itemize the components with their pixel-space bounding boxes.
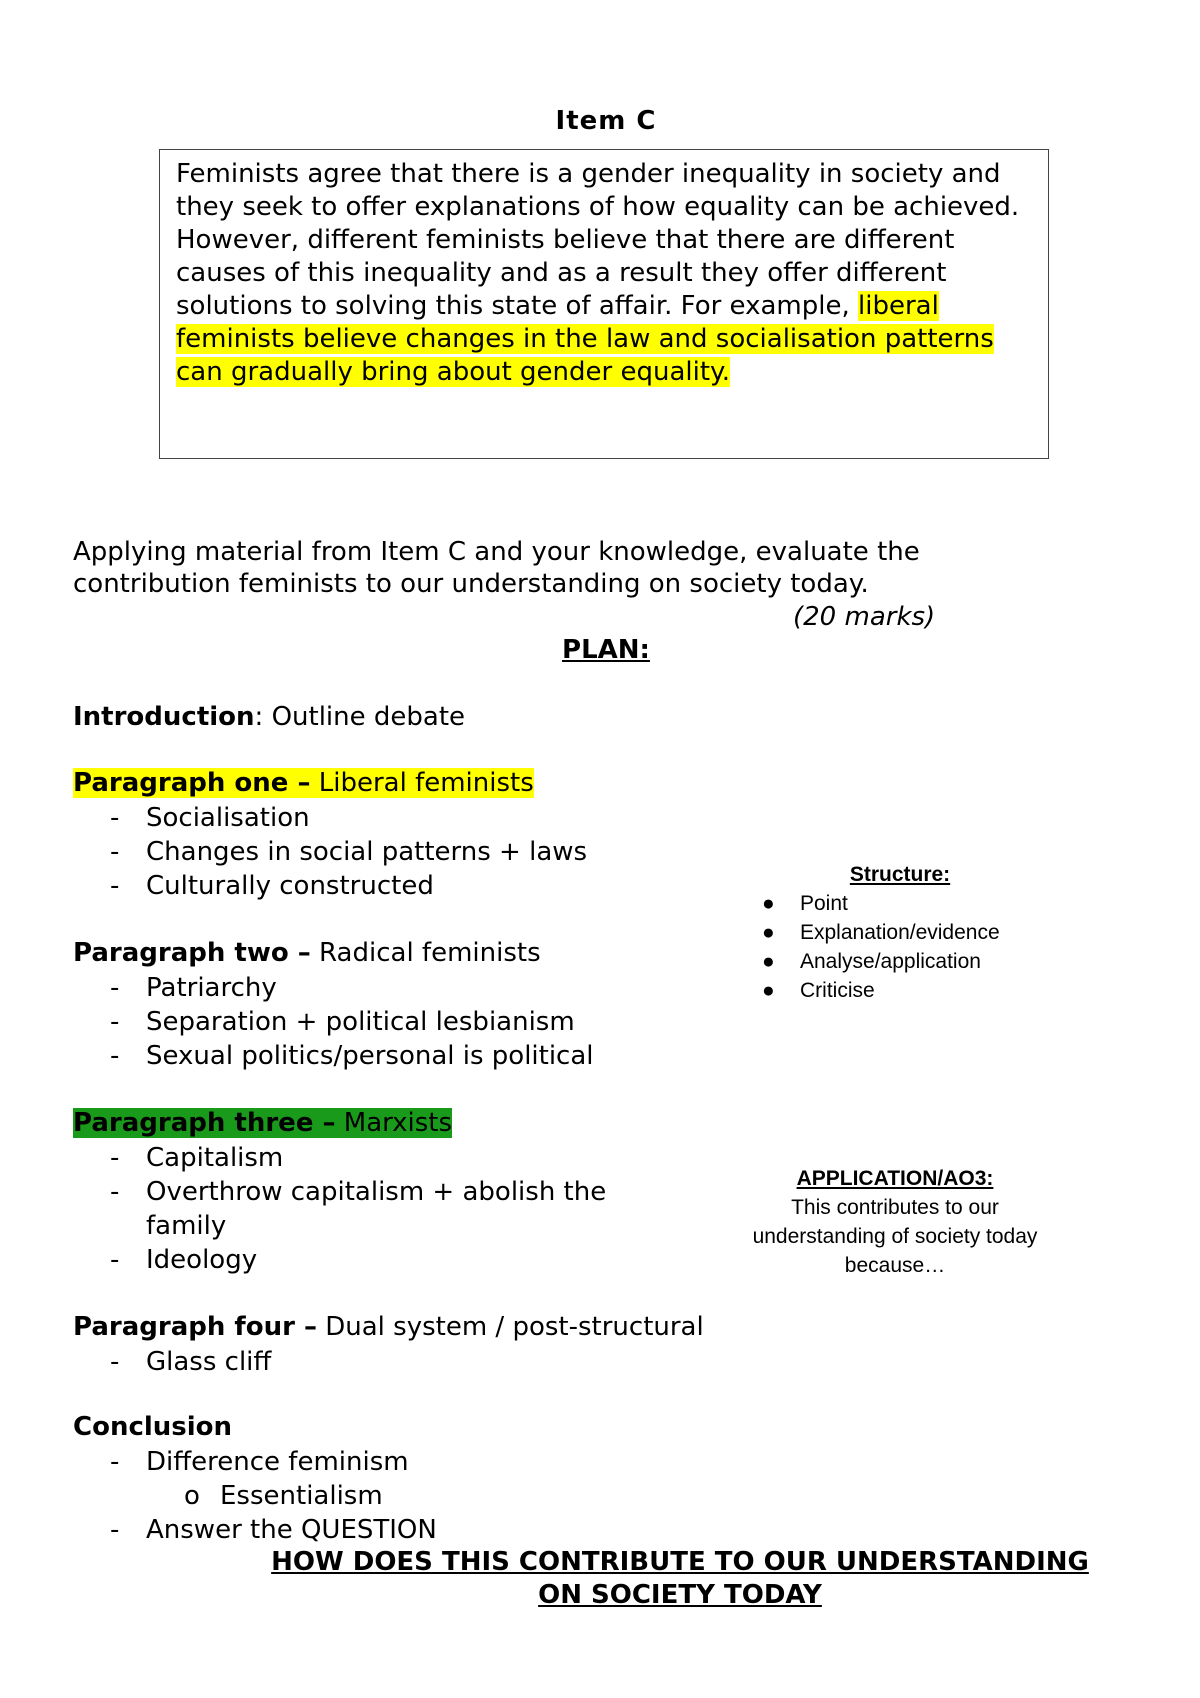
paragraph-four-text: Dual system / post-structural [316,1312,704,1342]
final-question-line-1: HOW DOES THIS CONTRIBUTE TO OUR UNDERSTANDING [271,1547,1089,1577]
list-item: - Capitalism [110,1143,284,1173]
paragraph-four-label: Paragraph four – [73,1312,317,1342]
paragraph-two-heading [73,937,541,969]
item-c-text [176,158,1046,389]
list-item: - Answer the QUESTION [110,1515,437,1545]
paragraph-one-text: Liberal feminists [310,768,534,798]
plan-heading: PLAN: [562,635,650,665]
list-item: - Patriarchy [110,973,277,1003]
conclusion-heading: Conclusion [73,1412,233,1442]
list-item: - Glass cliff [110,1347,272,1377]
marks-label: (20 marks) [793,602,936,632]
structure-title: Structure: [849,863,951,886]
paragraph-one-list [110,801,587,903]
conclusion-list-1 [110,1445,409,1479]
list-item: - Changes in social patterns + laws [110,837,588,867]
introduction-label: Introduction [73,702,255,732]
conclusion-list-2 [110,1513,437,1547]
paragraph-three-text: Marxists [335,1108,453,1138]
list-item: - Socialisation [110,803,310,833]
list-item: - Sexual politics/personal is political [110,1041,594,1071]
list-item: - Overthrow capitalism + abolish the family [110,1177,607,1241]
paragraph-two-label: Paragraph two – [73,938,311,968]
paragraph-one-label: Paragraph one – [73,768,311,798]
paragraph-three-list [110,1141,670,1277]
paragraph-one-heading [73,767,534,799]
paragraph-three-label: Paragraph three – [73,1108,336,1138]
list-item: ● Criticise [762,979,875,1002]
item-title: Item C [555,106,657,136]
paragraph-two-list [110,971,594,1073]
essay-question: Applying material from Item C and your knowledge, evaluate the contribution feminists to our understanding on society today. [73,537,920,599]
list-item: ● Explanation/evidence [762,921,1000,944]
paragraph-two-text: Radical feminists [310,938,541,968]
introduction-line [73,701,465,733]
list-item: ● Analyse/application [762,950,981,973]
list-item: - Separation + political lesbianism [110,1007,575,1037]
paragraph-four-list [110,1345,271,1379]
paragraph-four-heading [73,1311,704,1343]
final-question-line-2: ON SOCIETY TODAY [538,1580,822,1610]
item-c-text-plain: Feminists agree that there is a gender inequality in society and they seek to offer explanations of how equality can be achieved. However, different feminists believe that there are different causes of this inequality and as a result they offer different solutions to solving this state of affair. For example, [176,159,1020,321]
list-item: ● Point [762,892,848,915]
application-text: This contributes to our understanding of society today because… [752,1196,1038,1277]
item-c-highlight: liberal feminists believe changes in the law and socialisation patterns can gradually bring about gender equality. [176,291,994,387]
list-item: - Ideology [110,1245,258,1275]
list-item: o Essentialism [184,1481,383,1511]
introduction-text: : Outline debate [254,702,466,732]
list-item: - Difference feminism [110,1447,409,1477]
list-item: - Culturally constructed [110,871,434,901]
conclusion-sub-list [184,1479,383,1513]
application-title: APPLICATION/AO3: [796,1167,994,1190]
paragraph-three-heading [73,1107,452,1139]
structure-list [760,889,1000,1005]
